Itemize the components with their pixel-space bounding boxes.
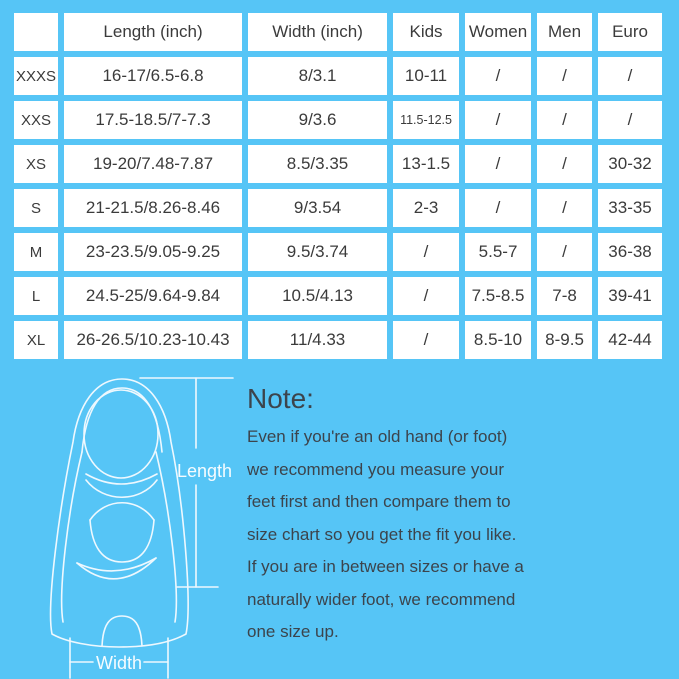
cell-width: 9.5/3.74	[248, 233, 387, 271]
cell-men: 8-9.5	[537, 321, 592, 359]
cell-length: 24.5-25/9.64-9.84	[64, 277, 242, 315]
note-line: Even if you're an old hand (or foot)	[247, 427, 508, 446]
table-row	[14, 57, 662, 95]
cell-width: 9/3.6	[248, 101, 387, 139]
cell-men: 7-8	[537, 277, 592, 315]
table-row	[14, 321, 662, 359]
cell-length: 21-21.5/8.26-8.46	[64, 189, 242, 227]
cell-euro: /	[598, 57, 662, 95]
note-section	[247, 384, 671, 649]
pocket-waist-upper	[86, 480, 157, 497]
header-length: Length (inch)	[64, 13, 242, 51]
size-chart-table	[8, 7, 668, 365]
note-line: naturally wider foot, we recommend	[247, 589, 516, 609]
cell-women: 5.5-7	[465, 233, 531, 271]
header-row	[14, 13, 662, 51]
cell-length: 23-23.5/9.05-9.25	[64, 233, 242, 271]
cell-length: 17.5-18.5/7-7.3	[64, 101, 242, 139]
table-row	[14, 277, 662, 315]
cell-euro: 33-35	[598, 189, 662, 227]
header-width: Width (inch)	[248, 13, 387, 51]
instep-cup	[90, 520, 154, 562]
cell-kids: /	[393, 233, 459, 271]
note-line: size chart so you get the fit you like.	[247, 524, 517, 544]
table-row	[14, 189, 662, 227]
cell-euro: 39-41	[598, 277, 662, 315]
header-women: Women	[465, 13, 531, 51]
cell-kids: 10-11	[393, 57, 459, 95]
cell-euro: 36-38	[598, 233, 662, 271]
cell-men: /	[537, 57, 592, 95]
note-line: feet first and then compare them to	[247, 492, 511, 511]
cell-euro: /	[598, 101, 662, 139]
fin-right-rail	[156, 452, 176, 622]
length-label: Length	[177, 461, 233, 481]
cell-men: /	[537, 233, 592, 271]
toe-opening-under-curve	[86, 474, 157, 484]
toe-opening	[84, 390, 158, 478]
table-row	[14, 145, 662, 183]
cell-men: /	[537, 189, 592, 227]
table-row	[14, 101, 662, 139]
cell-men: /	[537, 145, 592, 183]
row-size-label: XS	[14, 145, 58, 183]
fin-left-rail	[62, 452, 82, 622]
heel-crescent-upper	[77, 558, 156, 571]
cell-width: 10.5/4.13	[248, 277, 387, 315]
cell-width: 8.5/3.35	[248, 145, 387, 183]
cell-length: 26-26.5/10.23-10.43	[64, 321, 242, 359]
width-label: Width	[96, 653, 143, 673]
fin-line-art	[0, 370, 240, 679]
cell-kids: /	[393, 277, 459, 315]
cell-kids: 11.5-12.5	[393, 101, 459, 139]
cell-women: 8.5-10	[465, 321, 531, 359]
row-size-label: XXXS	[14, 57, 58, 95]
row-size-label: L	[14, 277, 58, 315]
cell-euro: 30-32	[598, 145, 662, 183]
cell-width: 8/3.1	[248, 57, 387, 95]
note-line: one size up.	[247, 622, 339, 641]
cell-length: 19-20/7.48-7.87	[64, 145, 242, 183]
note-line: we recommend you measure your	[247, 459, 505, 479]
row-size-label: XXS	[14, 101, 58, 139]
cell-euro: 42-44	[598, 321, 662, 359]
header-men: Men	[537, 13, 592, 51]
header-kids: Kids	[393, 13, 459, 51]
heel-arch	[102, 616, 142, 646]
cell-men: /	[537, 101, 592, 139]
table-row	[14, 233, 662, 271]
header-size-blank	[14, 13, 58, 51]
cell-length: 16-17/6.5-6.8	[64, 57, 242, 95]
cell-women: /	[465, 145, 531, 183]
pocket-waist-lower	[90, 503, 154, 520]
header-euro: Euro	[598, 13, 662, 51]
row-size-label: M	[14, 233, 58, 271]
cell-kids: 2-3	[393, 189, 459, 227]
cell-kids: /	[393, 321, 459, 359]
fin-diagram	[0, 370, 240, 679]
row-size-label: S	[14, 189, 58, 227]
cell-women: /	[465, 189, 531, 227]
cell-women: 7.5-8.5	[465, 277, 531, 315]
row-size-label: XL	[14, 321, 58, 359]
toe-pocket-ring	[82, 388, 162, 452]
cell-kids: 13-1.5	[393, 145, 459, 183]
cell-women: /	[465, 101, 531, 139]
cell-width: 9/3.54	[248, 189, 387, 227]
note-title: Note:	[247, 383, 314, 414]
note-line: If you are in between sizes or have a	[247, 557, 524, 576]
cell-women: /	[465, 57, 531, 95]
cell-width: 11/4.33	[248, 321, 387, 359]
